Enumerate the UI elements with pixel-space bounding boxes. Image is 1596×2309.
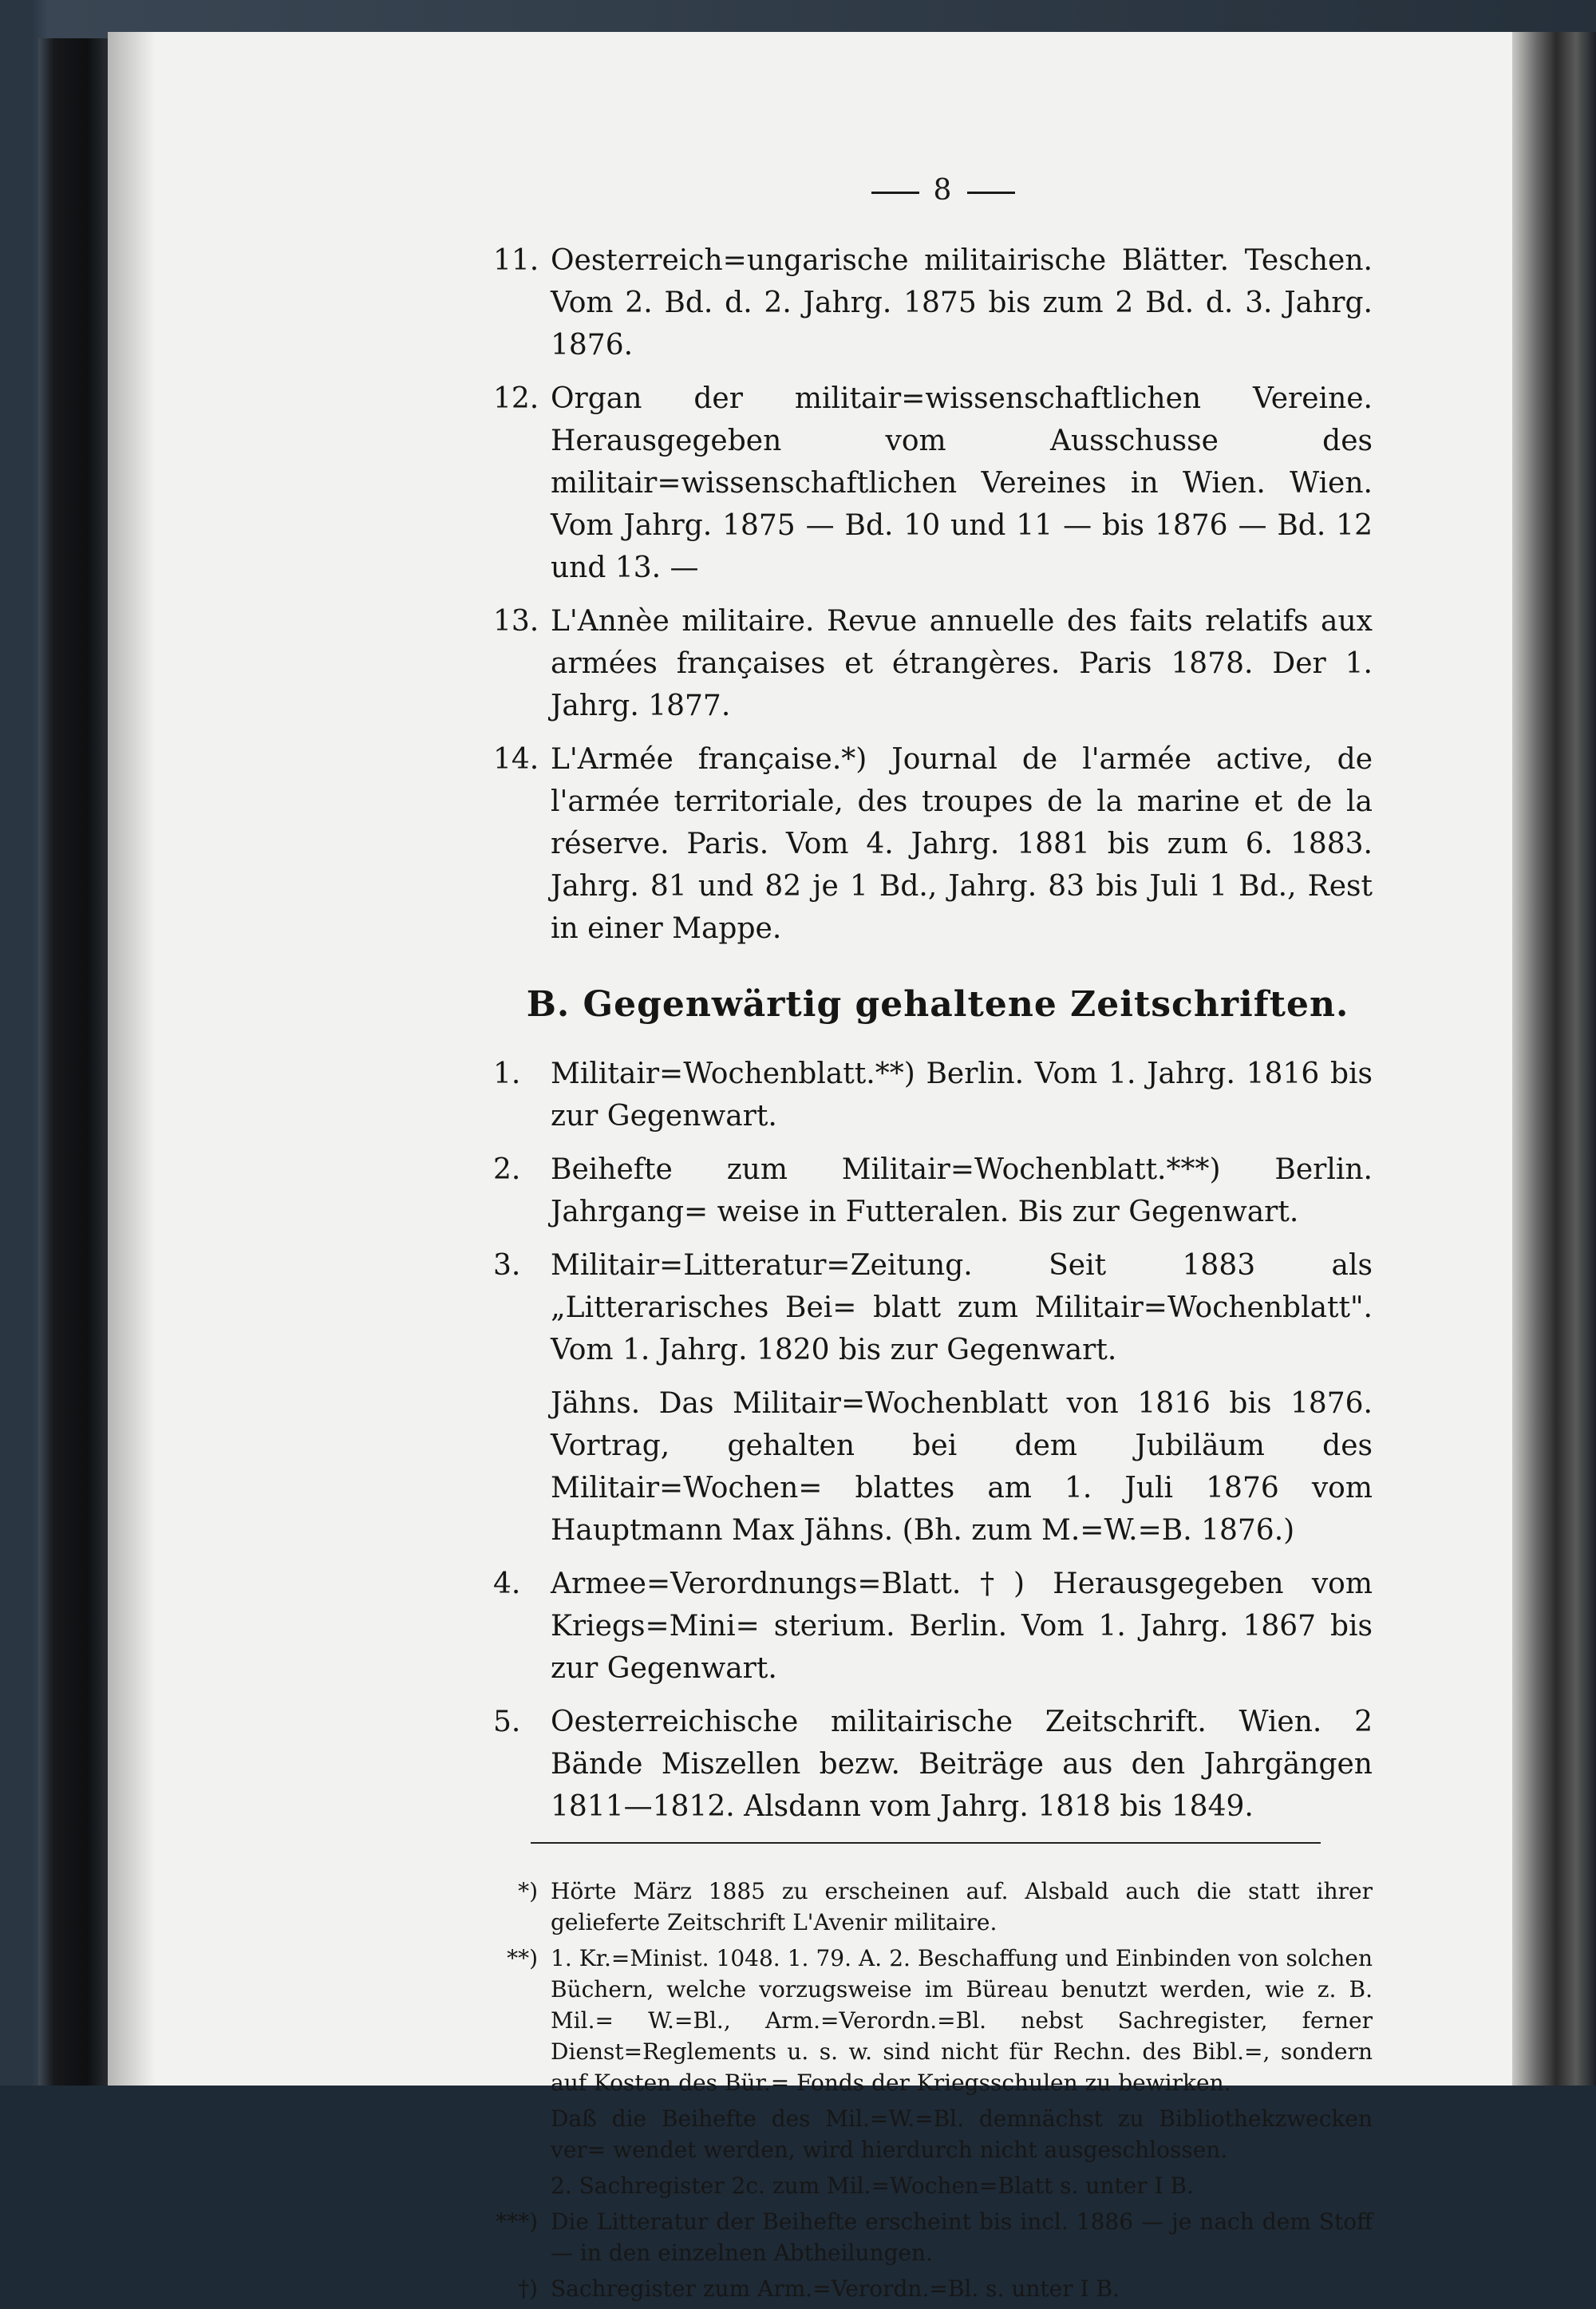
list-item [493, 1053, 1373, 1137]
book-binding [38, 38, 110, 2086]
footnote-text: Sachregister zum Arm.=Verordn.=Bl. s. unter I B. [551, 2275, 1120, 2302]
page-number [0, 174, 1596, 207]
item-number: 13. [493, 605, 539, 638]
footnote [503, 1876, 1373, 1938]
item-text: Oesterreichische militairische Zeitschrift. Wien. 2 Bände Miszellen bezw. Beiträge aus den Jahrgängen 1811—1812. Alsdann vom Jahrg. 1818 bis 1849. [551, 1706, 1373, 1823]
footnote-mark: †) [518, 2275, 538, 2302]
item-text: Militair=Litteratur=Zeitung. Seit 1883 als „Litterarisches Bei= blatt zum Militair=Wochenblatt". Vom 1. Jahrg. 1820 bis zur Gegenwart. [551, 1249, 1373, 1366]
item-number: 14. [493, 743, 539, 776]
item-number: 5. [493, 1706, 521, 1738]
page-gutter-shadow [108, 32, 156, 2086]
footnote-text: Hörte März 1885 zu erscheinen auf. Alsbald auch die statt ihrer gelieferte Zeitschrift L'Avenir militaire. [551, 1878, 1373, 1935]
list-item [493, 738, 1373, 950]
list-item [493, 1701, 1373, 1828]
list-item [493, 600, 1373, 727]
page-content [493, 239, 1373, 2309]
list-item [493, 378, 1373, 589]
item-number: 4. [493, 1568, 521, 1600]
item-number: 11. [493, 244, 539, 277]
footnote-text: Daß die Beihefte des Mil.=W.=Bl. demnächst zu Bibliothekzwecken ver= wendet werden, wird hierdurch nicht ausgeschlossen. [551, 2105, 1373, 2163]
footnote-text: Die Litteratur der Beihefte erscheint bis incl. 1886 — je nach dem Stoff — in den einzelnen Abtheilungen. [551, 2208, 1373, 2266]
section-heading: B. Gegenwärtig gehaltene Zeitschriften. [526, 984, 1349, 1025]
item-text: Beihefte zum Militair=Wochenblatt.***) Berlin. Jahrgang= weise in Futteralen. Bis zur Gegenwart. [551, 1153, 1373, 1228]
footnote-text: 2. Sachregister 2c. zum Mil.=Wochen=Blatt s. unter I B. [551, 2173, 1194, 2199]
footnote-text: 1. Kr.=Minist. 1048. 1. 79. A. 2. Beschaffung und Einbinden von solchen Büchern, welche vorzugsweise im Büreau benutzt werden, wie z. B. Mil.= W.=Bl., Arm.=Verordn.=Bl. nebst Sachregister, ferner Dienst=Reglements u. s. w. sind nicht für Rechn. des Bibl.=, sondern auf Kosten des Bür.= Fonds der Kriegsschulen zu bewirken. [551, 1945, 1373, 2096]
page-number-dash-left [871, 192, 919, 194]
item-number: 12. [493, 382, 539, 415]
footnote-mark: ***) [496, 2208, 538, 2235]
footnote [503, 1943, 1373, 2098]
list-item [493, 239, 1373, 366]
page-number-value: 8 [933, 174, 954, 207]
item-text: Armee=Verordnungs=Blatt.†) Herausgegeben vom Kriegs=Mini= sterium. Berlin. Vom 1. Jahrg. 1867 bis zur Gegenwart. [551, 1568, 1373, 1685]
footnote-mark: **) [507, 1945, 538, 1971]
footnote-divider [531, 1842, 1321, 1844]
item-text: L'Armée française.*) Journal de l'armée active, de l'armée territoriale, des troupes de la marine et de la réserve. Paris. Vom 4. Jahrg. 1881 bis zum 6. 1883. Jahrg. 81 und 82 je 1 Bd., Jahrg. 83 bis Juli 1 Bd., Rest in einer Mappe. [551, 743, 1373, 945]
footnotes [496, 1876, 1373, 2304]
footnote [503, 2273, 1373, 2304]
footnote-continuation [503, 2103, 1373, 2165]
page-right-fold [1512, 32, 1596, 2086]
list-item [493, 1563, 1373, 1690]
item-text: Organ der militair=wissenschaftlichen Vereine. Herausgegeben vom Ausschusse des militair=wissenschaftlichen Vereines in Wien. Wien. Vom Jahrg. 1875 — Bd. 10 und 11 — bis 1876 — Bd. 12 und 13. — [551, 382, 1373, 584]
item-number: 1. [493, 1058, 521, 1090]
list-item [493, 1149, 1373, 1233]
list-item [493, 1244, 1373, 1371]
item-text: Oesterreich=ungarische militairische Blätter. Teschen. Vom 2. Bd. d. 2. Jahrg. 1875 bis zum 2 Bd. d. 3. Jahrg. 1876. [551, 244, 1373, 362]
item-number: 3. [493, 1249, 521, 1282]
footnote-continuation [503, 2170, 1373, 2201]
item-text: L'Annèe militaire. Revue annuelle des faits relatifs aux armées françaises et étrangères. Paris 1878. Der 1. Jahrg. 1877. [551, 605, 1373, 722]
footnote-mark: *) [518, 1878, 538, 1904]
item-number: 2. [493, 1153, 521, 1186]
note-paragraph: Jähns. Das Militair=Wochenblatt von 1816 bis 1876. Vortrag, gehalten bei dem Jubiläum des Militair=Wochen= blattes am 1. Juli 1876 vom Hauptmann Max Jähns. (Bh. zum M.=W.=B. 1876.) [551, 1387, 1373, 1547]
item-text: Militair=Wochenblatt.**) Berlin. Vom 1. Jahrg. 1816 bis zur Gegenwart. [551, 1058, 1373, 1133]
page-number-dash-right [967, 192, 1015, 194]
footnote [496, 2206, 1373, 2268]
